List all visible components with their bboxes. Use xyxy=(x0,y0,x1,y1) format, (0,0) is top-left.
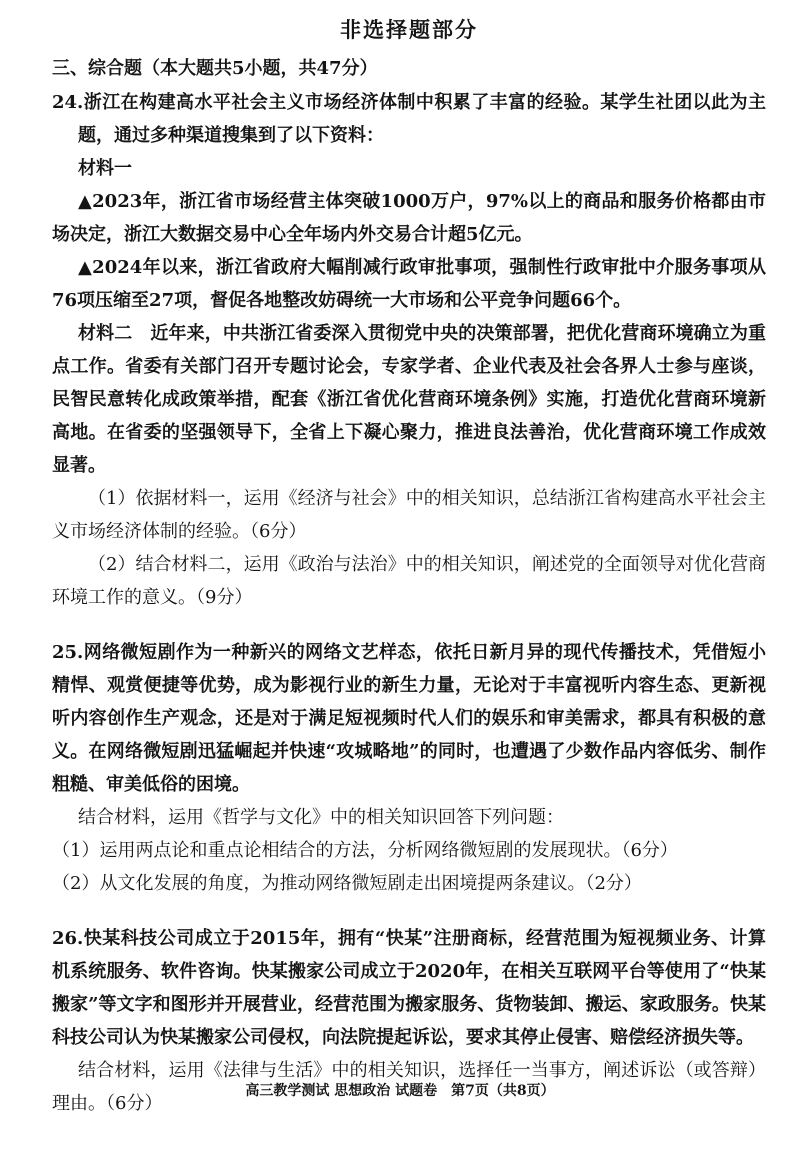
question-25 xyxy=(52,636,766,900)
q25-subquestion-1: （1）运用两点论和重点论相结合的方法，分析网络微短剧的发展现状。（6分） xyxy=(52,840,678,861)
q24-subquestion-1: （1）依据材料一，运用《经济与社会》中的相关知识，总结浙江省构建高水平社会主义市场经济体制的经验。（6分） xyxy=(52,488,766,542)
q25-stem: 25.网络微短剧作为一种新兴的网络文艺样态，依托日新月异的现代传播技术，凭借短小精悍、观赏便捷等优势，成为影视行业的新生力量，无论对于丰富视听内容生态、更新视听内容创作生产观念，还是对于满足短视频时代人们的娱乐和审美需求，都具有积极的意义。在网络微短剧迅猛崛起并快速“攻城略地”的同时，也遭遇了少数作品内容低劣、制作粗糙、审美低俗的困境。 xyxy=(52,642,766,795)
q26-question: 结合材料，运用《法律与生活》中的相关知识，选择任一当事方，阐述诉讼（或答辩）理由。（6分） xyxy=(52,1060,766,1114)
q24-bullet1: ▲2023年，浙江省市场经营主体突破1000万户，97%以上的商品和服务价格都由市场决定，浙江大数据交易中心全年场内外交易合计超5亿元。 xyxy=(52,191,766,245)
section-heading: 三、综合题（本大题共5小题，共47分） xyxy=(52,58,378,79)
page-title: 非选择题部分 xyxy=(340,17,478,42)
page-footer: 高三教学测试 思想政治 试题卷 第7页（共8页） xyxy=(245,1083,555,1099)
q24-bullet2: ▲2024年以来，浙江省政府大幅削减行政审批事项，强制性行政审批中介服务事项从76项压缩至27项，督促各地整改妨碍统一大市场和公平竞争问题66个。 xyxy=(52,257,766,311)
q24-stem: 24.浙江在构建高水平社会主义市场经济体制中积累了丰富的经验。某学生社团以此为主题，通过多种渠道搜集到了以下资料： xyxy=(52,92,766,146)
question-24 xyxy=(52,86,766,614)
q25-instruction: 结合材料，运用《哲学与文化》中的相关知识回答下列问题： xyxy=(78,807,564,828)
q24-material1-label: 材料一 xyxy=(78,158,132,179)
q25-subquestion-2: （2）从文化发展的角度，为推动网络微短剧走出困境提两条建议。（2分） xyxy=(52,873,642,894)
q24-material2: 材料二 近年来，中共浙江省委深入贯彻党中央的决策部署，把优化营商环境确立为重点工作。省委有关部门召开专题讨论会，专家学者、企业代表及社会各界人士参与座谈，民智民意转化成政策举措，配套《浙江省优化营商环境条例》实施，打造优化营商环境新高地。在省委的坚强领导下，全省上下凝心聚力，推进良法善治，优化营商环境工作成效显著。 xyxy=(52,323,766,476)
q24-subquestion-2: （2）结合材料二，运用《政治与法治》中的相关知识，阐述党的全面领导对优化营商环境工作的意义。（9分） xyxy=(52,554,766,608)
q26-stem: 26.快某科技公司成立于2015年，拥有“快某”注册商标，经营范围为短视频业务、计算机系统服务、软件咨询。快某搬家公司成立于2020年，在相关互联网平台等使用了“快某搬家”等文字和图形并开展营业，经营范围为搬家服务、货物装卸、搬运、家政服务。快某科技公司认为快某搬家公司侵权，向法院提起诉讼，要求其停止侵害、赔偿经济损失等。 xyxy=(52,928,766,1048)
